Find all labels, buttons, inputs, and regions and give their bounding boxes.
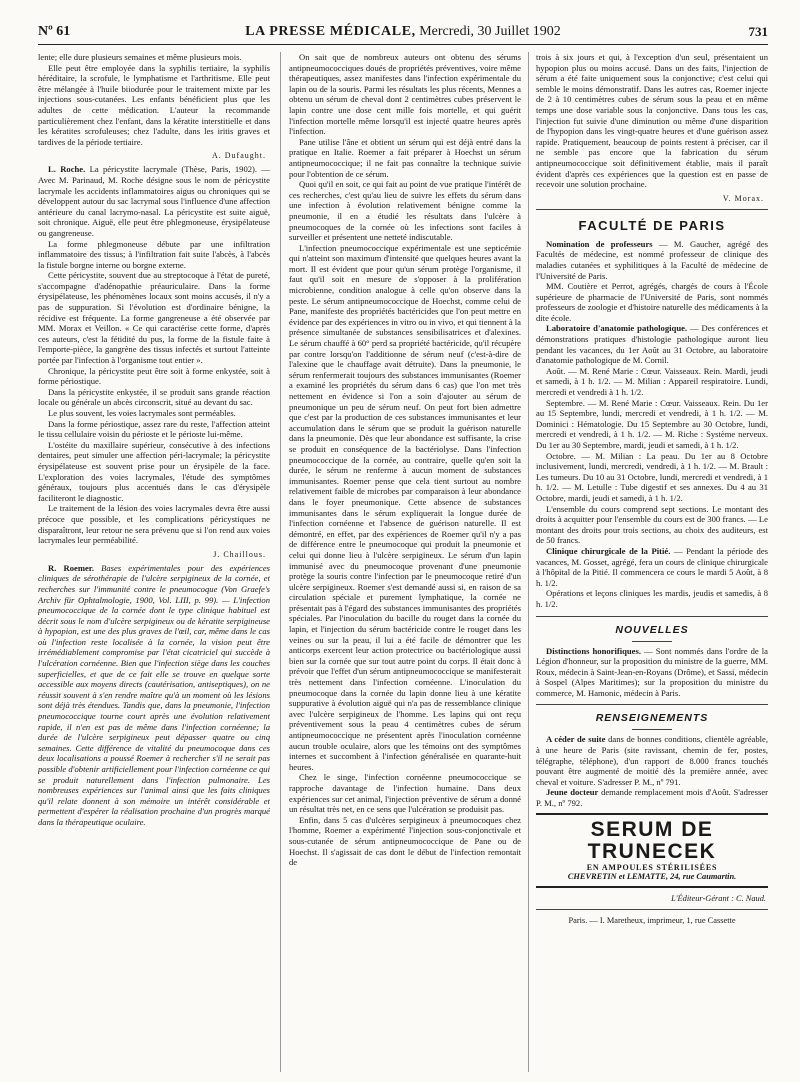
classified-ad (536, 734, 768, 787)
ad-headline: SERUM DE TRUNECEK (587, 817, 717, 863)
printer-line: Paris. — I. Maretheux, imprimeur, 1, rue Cassette (568, 915, 736, 925)
notice-clinique (536, 546, 768, 588)
title-name: LA PRESSE MÉDICALE, (245, 24, 416, 39)
notice-head: Laboratoire d'anatomie pathologique. (546, 323, 688, 334)
section-divider (536, 616, 768, 617)
column-rule (528, 52, 529, 1072)
review-roemer (38, 563, 270, 828)
paragraph: Cette péricystite, souvent due au streptocoque à l'état de pureté, s'accompagne d'adénopathie préauriculaire. Dans la forme érysipélateuse, les phénomènes locaux sont moins accusés, il n'y a pas de suppuration. Si l'évolution est d'ordinaire bénigne, la récidive est fréquente. La forme gangreneuse a été observée par MM. Morax et Veillon. « Ce qui caractérise cette forme, d'après ces auteurs, c'est la fétidité du pus, la forme de la fistule faite à l'emporte-pièce, la gangrène des tissus infectés et surtout l'atteinte portée par l'infection à l'organisme tout entier ». (38, 270, 270, 366)
notice-body: dans de bonnes conditions, clientèle agréable, à une heure de Paris (site ravissant, chemin de fer, postes, télégraphe, téléphone), d'un rapport de 8.000 francs touchés pouvant être augmenté de moitié dès la première année, avec cheval et voiture. S'adresser P. M., nº 791. (536, 734, 768, 787)
section-divider (536, 704, 768, 705)
paragraph: Chez le singe, l'infection cornéenne pneumococcique se rapproche davantage de l'infection humaine. Dans deux expériences sur cet animal, l'injection préventive de sérum a donné un résultat très net, en ce sens que l'ulcération se produisit pas. (289, 772, 521, 815)
section-title-faculte: FACULTÉ DE PARIS (578, 217, 726, 233)
page-number: 731 (748, 24, 768, 39)
notice-head: Clinique chirurgicale de la Pitié. (546, 545, 671, 556)
column-rule (280, 52, 281, 1072)
issue-date: Mercredi, 30 Juillet 1902 (415, 24, 561, 39)
notice-head: Jeune docteur (546, 787, 599, 798)
paragraph: Quoi qu'il en soit, ce qui fait au point de vue pratique l'intérêt de ces recherches, c'est qu'au lieu de suivre les effets du sérum dans une infection à évolution relativement bénigne comme la pneumonie, il en a étudié les résultats dans l'ulcère à pneumocoques de la cornée où les infections sont faciles à surveiller et présentent une netteté indiscutable. (289, 179, 521, 243)
paragraph: Août. — M. René Marie : Cœur. Vaisseaux. Rein. Mardi, jeudi et samedi, à 1 h. 1/2. — M. Milian : Appareil respiratoire. Lundi, mercredi et vendredi à 1 h. 1/2. (536, 365, 768, 398)
paragraph: La forme phlegmoneuse débute par une infiltration inflammatoire des tissus; à l'infiltration fait suite l'abcès, à l'abcès la fistule borgne interne ou borgne externe. (38, 238, 270, 270)
review-roche (38, 164, 270, 238)
paragraph: Dans la forme périostique, assez rare du reste, l'affection atteint le tissu cellulaire voisin du périoste et le périoste lui-même. (38, 418, 270, 440)
section-title-renseignements: RENSEIGNEMENTS (595, 712, 709, 725)
author-signature: J. Chaillous. (213, 549, 266, 559)
column-2 (289, 52, 521, 1072)
title-underline (632, 641, 672, 642)
paragraph: Enfin, dans 5 cas d'ulcères serpigineux à pneumocoques chez l'homme, Roemer a expérimenté l'injection sous-conjonctivale et sous-cutanée de sérum antipneumococcique de Pane ou de Hoechst. Il s'agissait de cas dont le début de l'infection remontait de (289, 814, 521, 868)
paragraph: lente; elle dure plusieurs semaines et même plusieurs mois. (38, 52, 242, 62)
notice-body: demande remplacement mois d'Août. S'adresser P. M., nº 792. (536, 787, 768, 809)
paragraph: Octobre. — M. Milian : La peau. Du 1er au 8 Octobre inclusivement, lundi, mercredi, vendredi, à 1 h. 1/2. — M. Brault : Les tumeurs. Du 10 au 31 Octobre, lundi, mercredi et vendredi, à 1 h. 1/2. — M. Letulle : Tube digestif et ses annexes. Du 4 au 31 Octobre, mardi, jeudi et samedi, à 1 h. 1/2. (536, 450, 768, 503)
paragraph: Dans la péricystite enkystée, il se produit sans grande réaction locale ou générale un abcès circonscrit, situé au devant du sac. (38, 386, 270, 408)
section-divider (536, 209, 768, 210)
notice-distinctions (536, 646, 768, 699)
paragraph: Elle peut être employée dans la syphilis tertiaire, la syphilis héréditaire, la scrofule, le lymphatisme et l'arthritisme. Elle peut être mélangée à l'huile biiodurée pour le traitement mixte par les injections sous-cutanées. Les enfants bénéficient plus que les adultes de cette médication. L'auteur la recommande particulièrement chez l'enfant, dans la kératite interstitielle et dans les kératites scrofuleuses; chez l'adulte, dans les iritis graves et tardives de la période tertiaire. (38, 62, 270, 147)
notice-head: A céder de suite (546, 734, 606, 745)
column-3 (536, 52, 768, 1072)
notice-body: — Sont nommés dans l'ordre de la Légion d'honneur, sur la proposition du ministre de la guerre, MM. Roux, médecin à Saint-Jean-en-Royans (Drôme), et Sassi, médecin à Sospel (Alpes Maritimes); sur la proposition du ministre du commerce, M. Hamonic, médecin à Paris. (536, 645, 768, 698)
paragraph: Pane utilise l'âne et obtient un sérum qui est déjà entré dans la pratique en Italie. Roemer a fait préparer à Hoechst un sérum antipneumococcique; il ne fait pas connaître la technique suivie pour l'obtention de ce sérum. (289, 136, 521, 179)
ad-address: CHEVRETIN et LEMATTE, 24, rue Caumartin. (567, 871, 737, 881)
column-1 (38, 52, 270, 1072)
paragraph: Chronique, la péricystite peut être soit à forme enkystée, soit à forme périostique. (38, 365, 270, 387)
issue-number: Nº 61 (38, 24, 71, 39)
paragraph: L'ensemble du cours comprend sept sections. Le montant des droits à acquitter pour l'ensemble du cours est de 300 francs. — Le montant des droits pour trois sections, au choix des auditeurs, est de 50 francs. (536, 503, 768, 546)
paragraph: L'ostéite du maxillaire supérieur, consécutive à des infections dentaires, peut simuler une affection péri-lacrymale; la péricystite érysipélateuse est souvent prise pour un érysipèle de la face. L'exploration des voies lacrymales, l'étude des symptômes généraux, toujours plus accentués dans le cas d'érysipèle faciliteront le diagnostic. (38, 439, 270, 503)
review-author: R. Roemer. (48, 562, 94, 573)
review-author: L. Roche. (48, 164, 86, 175)
paragraph: trois à six jours et qui, à l'exception d'un seul, présentaient un hypopion plus ou moins accusé. Dans un des faits, l'injection de sérum a été faite uniquement sous la conjonctive; c'est celui qui semble le moins démonstratif. Dans les autres cas, Roemer injecte de 2 à 10 centimètres cubes de sérum sous la peau et en même temps une dose variable sous la conjonctive. Dans tous les cas, l'injection fut suivie d'une diminution ou même d'une disparition de l'hypopion dans les vingt-quatre heures et d'une guérison assez rapide. Pratiquement, beaucoup de points restent à préciser, car il ne semble pas encore que la fabrication du sérum antipneumococcique soit définitivement établie, mais il paraît évident d'après ces expériences que la question est en passe de recevoir une solution prochaine. (536, 52, 768, 190)
review-body: La péricystite lacrymale (Thèse, Paris, 1902). — Avec M. Parinaud, M. Roche désigne sous le nom de péricystite lacrymale les accidents inflammatoires aigus ou chroniques qui se développent autour du sac lacrymal sous l'influence d'une affection antérieure du canal lacrymo-nasal. La péricystite est suite aiguë, soit chronique. Aiguë, elle peut être phlegmoneuse, érysipélateuse ou gangreneuse. (38, 164, 270, 238)
review-body: Bases expérimentales pour des expériences cliniques de sérothérapie de l'ulcère serpigineux de la cornée, et recherches sur l'immunité contre le pneumocoque (Von Graefe's Archiv für Ophtalmologie, 1900, Vol. LIII, p. 99). — L'infection pneumococcique de la cornée dont le type clinique habituel est décrit sous le nom d'ulcère serpigineux ou de kératite serpigineuse à hypopion, est une des plus graves de l'œil, car, même dans le cas où l'infection reste localisée à la cornée, la vision peut être irrémédiablement compromise par l'état cicatriciel qui succède à l'ulcération cornéenne. Bien que l'infection siège dans les couches superficielles, et que de ce fait elle se trouve en quelque sorte accessible aux moyens directs (cautérisation, antiseptiques), on ne réussit souvent à s'en rendre maître qu'à un moment où les lésions sont déjà très étendues. Tandis que, dans la pneumonie, l'infection pneumococcique tourne court après une évolution relativement rapide, il n'en est pas de même dans l'infection cornéenne; la durée de l'ulcère serpigineux peut dépasser quatre ou cinq semaines. Cette différence de vitalité du pneumocoque dans ces deux localisations a poussé Roemer à rechercher s'il ne serait pas possible d'obtenir artificiellement pour l'infection cornéenne ce qui se produit naturellement dans l'infection pulmonaire. Les nombreuses expériences sur l'animal ainsi que les faits cliniques qu'il relate donnent à son mémoire un intérêt considérable et permettent d'espérer la réalisation prochaine d'un progrès marqué dans la thérapeutique oculaire. (38, 562, 270, 827)
paragraph: Le traitement de la lésion des voies lacrymales devra être aussi précoce que possible, et les complications péricystiques ne disparaîtront, leur retour ne sera prévenu que si l'on rend aux voies lacrymales leur perméabilité. (38, 503, 270, 546)
paragraph: Septembre. — M. René Marie : Cœur. Vaisseaux. Rein. Du 1er au 15 Septembre, lundi, mercredi et vendredi, à 1 h. 1/2. — M. Dominici : Hématologie. Du 15 Septembre au 30 Octobre, lundi, mercredi et vendredi, à 1 h. 1/2. — M. Riche : Système nerveux. Du 1er au 30 Septembre, mardi, jeudi et samedi, à 1 h. 1/2. (536, 397, 768, 450)
notice-head: Distinctions honorifiques. (546, 645, 641, 656)
section-title-nouvelles: NOUVELLES (615, 623, 689, 636)
publisher-line: L'Éditeur-Gérant : C. Naud. (671, 893, 766, 903)
paragraph: Le plus souvent, les voies lacrymales sont perméables. (48, 408, 236, 418)
notice-laboratoire (536, 323, 768, 365)
title-underline (632, 729, 672, 730)
author-signature: V. Morax. (722, 193, 764, 203)
paragraph: Opérations et leçons cliniques les mardis, jeudis et samedis, à 8 h. 1/2. (536, 588, 768, 609)
author-signature: A. Dufaught. (212, 151, 266, 161)
paragraph: L'infection pneumococcique expérimentale est une septicémie qui n'atteint son maximum d'intensité que quelques heures avant la mort. Il est évident que pour qu'un sérum protège l'organisme, il faut qu'il soit en mesure de s'opposer à la prolifération microbienne, condition analogue à celle qu'on observe dans la peste. Le sérum antipneumococcique de Hoechst, comme celui de Pane, manifeste des propriétés bactéricides que l'on peut mettre en évidence par des expériences in vitro ou in vivo, et qui tiennent à la présence simultanée de substances sensibilisatrices et d'alexines. Le sérum chauffé à 60° perd sa propriété bactéricide, qu'il récupère par contre lorsqu'on l'additionne de sérum neuf (c'est-à-dire de l'alexine que le chauffage avait détruite). Dans la pneumonie, le sérum renfermerait toujours des substances immunisantes (Roemer a examiné les propriétés du sérum dans 6 cas) que l'on met très nettement en évidence si l'on a soin d'ajouter au sérum de pneumonique un peu de sérum neuf. On peut fort bien admettre que c'est par la production de ces substances immunisantes et leur accumulation dans le sérum que se produit la guérison naturelle dans la pneumonie. Dès que leur abondance est suffisante, la crise se produit en conséquence de la bactériolyse. Dans l'infection pneumococcique de la cornée, au contraire, quelle qu'en soit la durée, le sérum ne renferme à aucun moment de substances immunisantes. Roemer pense que cela tient surtout au nombre relativement faible de microbes par comparaison à leur abondance dans le foyer pneumonique. Cette absence de substances immunisantes dans le sérum expliquerait la longue durée de l'infection cornéenne et l'absence de guérison naturelle. Il est démontré, en effet, par des expériences de Roemer qu'il n'y a pas de différence entre le pneumocoque qui produit la pneumonie et celui qui donne lieu à l'ulcère serpigineux. Le sérum d'un lapin immunisé avec du pneumocoque provenant d'une pneumonie protège la souris contre l'infection par le pneumocoque retiré d'un ulcère serpigineux. Roemer s'est demandé aussi si, en raison de sa circulation spéciale et purement lymphatique, la cornée ne présentait pas à l'égard des substances immunisantes des propriétés spéciales. Par l'inoculation du bacille du rouget dans la cornée du lapin, et l'injection du sérum bactéricide contre le rouget dans les veines ou sur la peau, il lui a été facile de démontrer que les anticorps exercent leur action protectrice ou bactériologique aussi bien sur la cornée que sur tout autre point du corps. Il était donc à prévoir que l'effet d'un sérum antipneumococcique se manifesterait très nettement dans l'infection cornéenne. L'inoculation du pneumocoque dans la cornée du lapin donne lieu à une kératite suppurative à évolution aiguë qui n'a pas de ressemblance clinique avec l'ulcère serpigineux de l'homme. Les lapins qui ont reçu préventivement sous la peau 4 centimètres cubes de sérum antipneumococcique ne présentent après l'inoculation cornéenne aucun trouble oculaire, alors que les témoins ont des symptômes internes et succombent à l'infection généralisée en quarante-huit heures. (289, 242, 521, 772)
advertisement-serum (536, 813, 768, 888)
masthead (38, 22, 768, 45)
paragraph: On sait que de nombreux auteurs ont obtenu des sérums antipneumococciques doués de propriétés préventives, voire même thérapeutiques, assez manifestes dans l'infection expérimentale du lapin ou de la souris. Parmi les résultats les plus récents, Mennes a obtenu un sérum de cheval dont 2 centimètres cubes préservent le lapin contre une dose cent mille fois mortelle, et qui guérit l'infection mortelle même lorsqu'il est injecté quatre heures après l'infection. (289, 52, 521, 137)
notice-body: — Des conférences et démonstrations pratiques d'histologie pathologique auront lieu pendant les vacances, du 1er Août au 31 Octobre, au laboratoire d'anatomie pathologique de M. Cornil. (536, 323, 768, 366)
classified-ad (536, 787, 768, 808)
notice-body: — Pendant la période des vacances, M. Gosset, agrégé, fera un cours de clinique chirurgicale à l'hôpital de la Pitié. Il commencera ce cours le mardi 5 Août, à 8 h. 1/2. (536, 545, 768, 588)
section-divider (536, 909, 768, 910)
ad-subline: EN AMPOULES STÉRILISÉES (586, 862, 718, 872)
notice-nomination (536, 239, 768, 281)
notice-body: — M. Gaucher, agrégé des Facultés de médecine, est nommé professeur de clinique des maladies cutanées et syphilitiques à la Faculté de médecine de l'Université de Paris. (536, 238, 768, 281)
publication-title (38, 24, 768, 40)
notice-head: Nomination de professeurs (546, 238, 653, 249)
paragraph: MM. Coutière et Perrot, agrégés, chargés de cours à l'École supérieure de pharmacie de l'Université de Paris, sont nommés professeurs de zoologie et d'histoire naturelle des médicaments à la dite école. (536, 281, 768, 323)
